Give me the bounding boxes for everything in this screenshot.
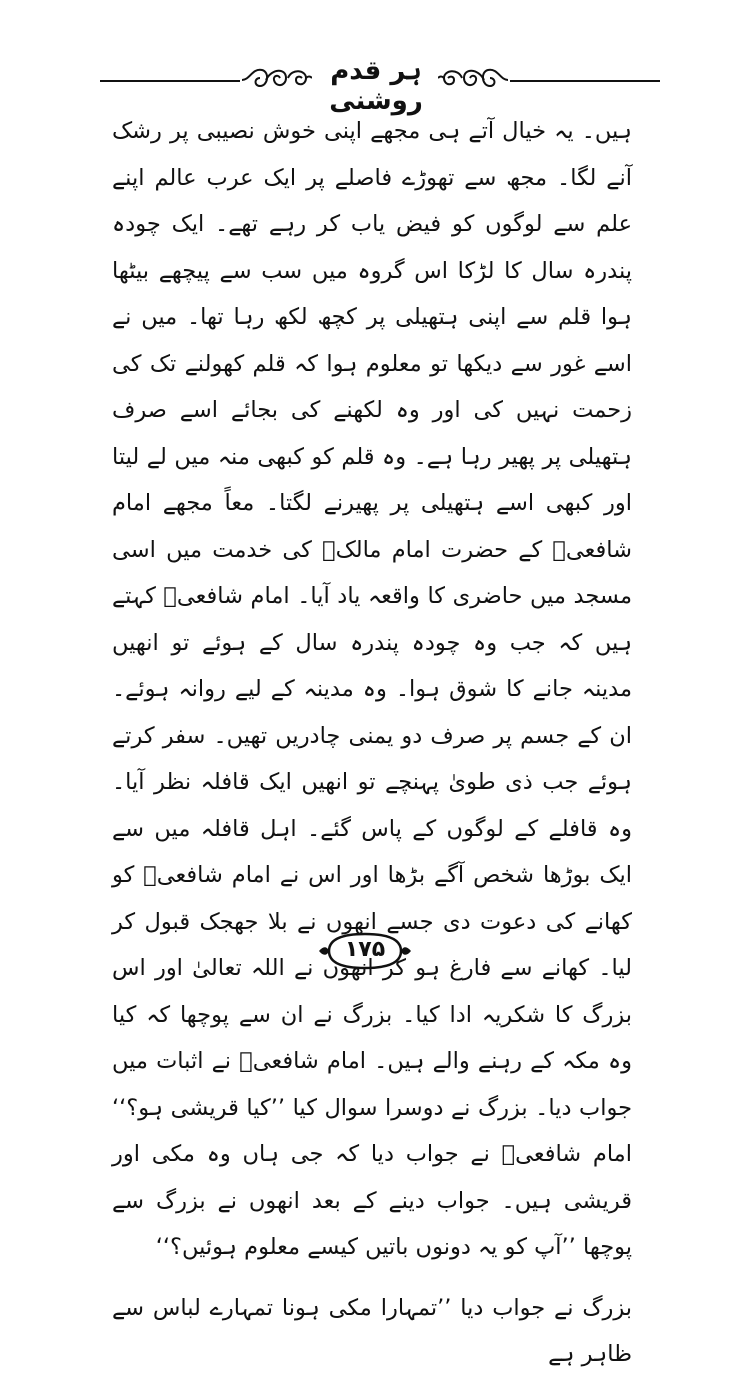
- body-paragraph: بزرگ نے جواب دیا ’’تمہارا مکی ہونا تمہارے لباس سے ظاہر ہے: [112, 1294, 632, 1367]
- page-title: ہر قدم روشنی: [329, 56, 423, 116]
- flourish-ornament-icon: [438, 62, 510, 94]
- body-paragraph: ہیں۔ یہ خیال آتے ہی مجھے اپنی خوش نصیبی پر رشک آنے لگا۔ مجھ سے تھوڑے فاصلے پر ایک عرب عالم اپنے علم سے لوگوں کو فیض یاب کر رہے تھے۔ ایک چودہ پندرہ سال کا لڑکا اس گروہ میں سب سے پیچھے بیٹھا ہوا قلم سے اپنی ہتھیلی پر کچھ لکھ رہا تھا۔ میں نے اسے غور سے دیکھا تو معلوم ہوا کہ قلم کھولنے تک کی زحمت نہیں کی اور وہ لکھنے کی بجائے اسے صرف ہتھیلی پر پھیر رہا ہے۔ وہ قلم کو کبھی منہ میں لے لیتا اور کبھی اسے ہتھیلی پر پھیرنے لگتا۔ معاً مجھے امام شافعیؒ کے حضرت امام مالکؒ کی خدمت میں اسی مسجد میں حاضری کا واقعہ یاد آیا۔ امام شافعیؒ کہتے ہیں کہ جب وہ چودہ پندرہ سال کے ہوئے تو انھیں مدینہ جانے کا شوق ہوا۔ وہ مدینہ کے لیے روانہ ہوئے۔ ان کے جسم پر صرف دو یمنی چادریں تھیں۔ سفر کرتے ہوئے جب ذی طویٰ پہنچے تو انھیں ایک قافلہ نظر آیا۔ وہ قافلے کے لوگوں کے پاس گئے۔ اہل قافلہ میں سے ایک بوڑھا شخص آگے بڑھا اور اس نے امام شافعیؒ کو کھانے کی دعوت دی جسے انھوں نے بلا جھجک قبول کر لیا۔ کھانے سے فارغ ہو کر انھوں نے اللہ تعالیٰ اور اس بزرگ کا شکریہ ادا کیا۔ بزرگ نے ان سے پوچھا کہ کیا وہ مکہ کے رہنے والے ہیں۔ امام شافعیؒ نے اثبات میں جواب دیا۔ بزرگ نے دوسرا سوال کیا ’’کیا قریشی ہو؟‘‘ امام شافعیؒ نے جواب دیا کہ جی ہاں وہ مکی اور قریشی ہیں۔ جواب دینے کے بعد انھوں نے بزرگ سے پوچھا ’’آپ کو یہ دونوں باتیں کیسے معلوم ہوئیں؟‘‘: [112, 118, 632, 1260]
- page-body: [112, 108, 632, 1378]
- page-number: [315, 926, 415, 976]
- header-rule-right: [510, 80, 660, 82]
- page-header: [100, 42, 660, 116]
- flourish-ornament-icon: [240, 62, 312, 94]
- header-rule-left: [100, 80, 240, 82]
- page-number-text: ۱۷۵: [344, 937, 386, 962]
